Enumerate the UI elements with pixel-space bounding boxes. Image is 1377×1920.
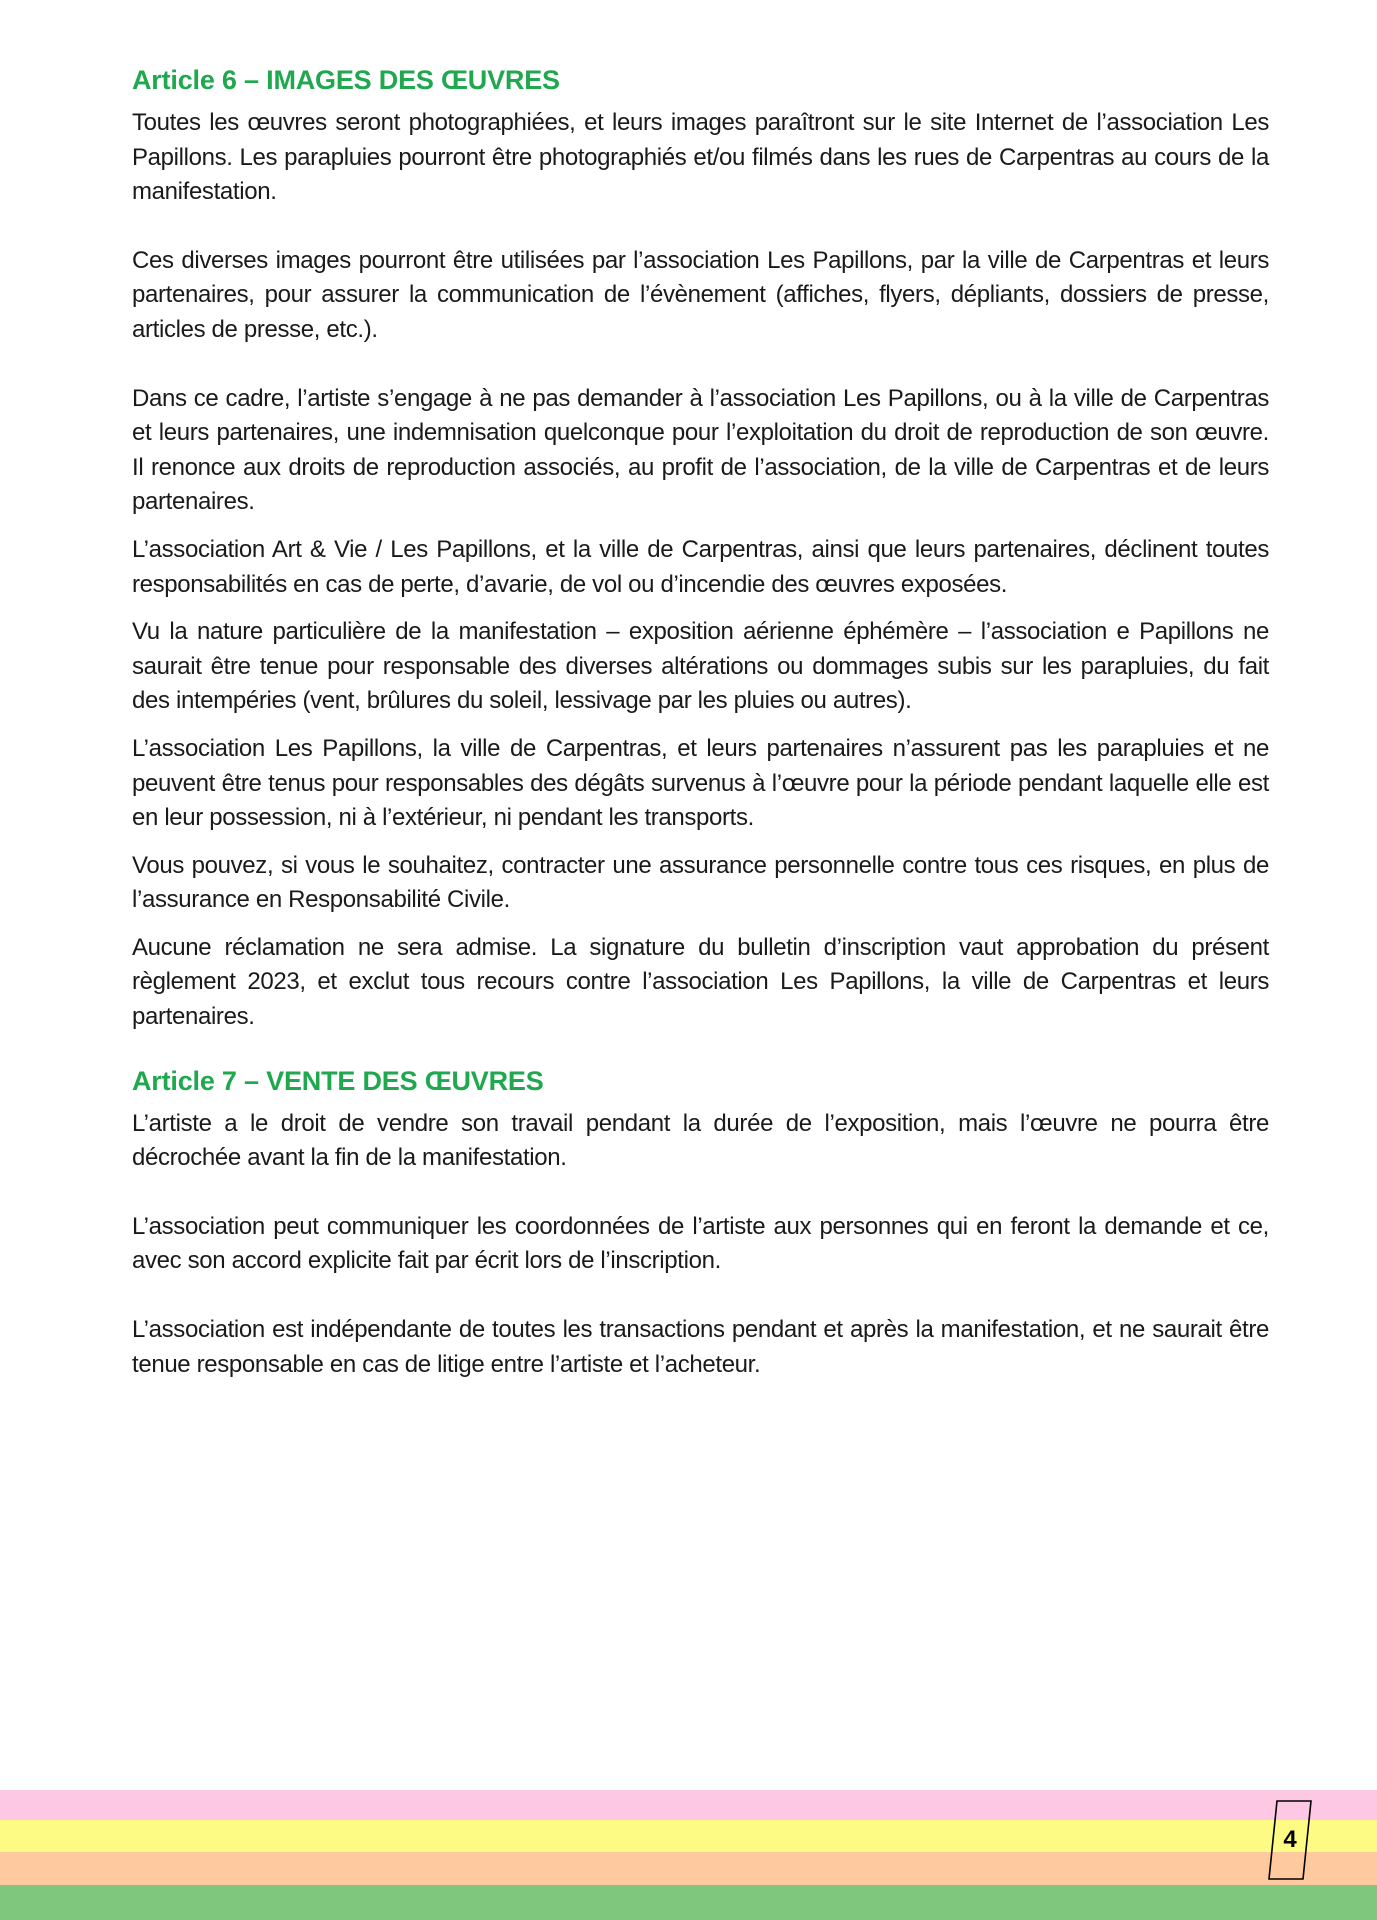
article-7-title: Article 7 – VENTE DES ŒUVRES — [132, 1065, 544, 1096]
footer-stripe-yellow — [0, 1820, 1377, 1852]
article-6-paragraph-6: L’association Les Papillons, la ville de Carpentras, et leurs partenaires n’assurent pas les parapluies et ne peuvent être tenus pour responsables des dégâts survenus à l’œuvre pour la période pendant laquelle elle est en leur possession, ni à l’extérieur, ni pendant les transports. — [132, 734, 1269, 832]
article-7-paragraph-2: L’association peut communiquer les coordonnées de l’artiste aux personnes qui en feront la demande et ce, avec son accord explicite fait par écrit lors de l’inscription. — [132, 1212, 1269, 1275]
page-content — [132, 58, 1269, 1406]
article-6-paragraph-1: Toutes les œuvres seront photographiées, et leurs images paraîtront sur le site Internet de l’association Les Papillons. Les parapluies pourront être photographiés et/ou filmés dans les rues de Carpentras au cours de la manifestation. — [132, 109, 1269, 206]
footer-stripe-pink — [0, 1790, 1377, 1820]
article-6-paragraph-8: Aucune réclamation ne sera admise. La signature du bulletin d’inscription vaut approbation du présent règlement 2023, et exclut tous recours contre l’association Les Papillons, la ville de Carpentras et leurs partenaires. — [132, 933, 1269, 1031]
article-6-paragraph-7: Vous pouvez, si vous le souhaitez, contracter une assurance personnelle contre tous ces risques, en plus de l’assurance en Responsabilité Civile. — [132, 851, 1269, 914]
article-6-paragraph-3: Dans ce cadre, l’artiste s’engage à ne pas demander à l’association Les Papillons, ou à la ville de Carpentras et leurs partenaires, une indemnisation quelconque pour l’exploitation du droit de reproduction de son œuvre. Il renonce aux droits de reproduction associés, au profit de l’association, de la ville de Carpentras et de leurs partenaires. — [132, 384, 1269, 516]
footer-stripe-green — [0, 1885, 1377, 1920]
article-7-paragraph-1: L’artiste a le droit de vendre son travail pendant la durée de l’exposition, mais l’œuvre ne pourra être décrochée avant la fin de la manifestation. — [132, 1109, 1269, 1172]
article-6 — [132, 58, 1269, 1035]
article-6-paragraph-4: L’association Art & Vie / Les Papillons, et la ville de Carpentras, ainsi que leurs partenaires, déclinent toutes responsabilités en cas de perte, d’avarie, de vol ou d’incendie des œuvres exposées. — [132, 535, 1269, 598]
article-6-paragraph-2: Ces diverses images pourront être utilisées par l’association Les Papillons, par la ville de Carpentras et leurs partenaires, pour assurer la communication de l’évènement (affiches, flyers, dépliants, dossiers de presse, articles de presse, etc.). — [132, 246, 1269, 343]
article-6-paragraph-5: Vu la nature particulière de la manifestation – exposition aérienne éphémère – l’association e Papillons ne saurait être tenue pour responsable des diverses altérations ou dommages subis sur les parapluies, du fait des intempéries (vent, brûlures du soleil, lessivage par les pluies ou autres). — [132, 618, 1269, 715]
article-7-paragraph-3: L’association est indépendante de toutes les transactions pendant et après la manifestation, et ne saurait être tenue responsable en cas de litige entre l’artiste et l’acheteur. — [132, 1316, 1269, 1378]
article-7 — [132, 1059, 1269, 1383]
page-number: 4 — [1283, 1826, 1297, 1853]
article-6-title: Article 6 – IMAGES DES ŒUVRES — [132, 65, 560, 95]
footer-stripe-orange — [0, 1852, 1377, 1885]
page-number-box — [1268, 1800, 1312, 1880]
